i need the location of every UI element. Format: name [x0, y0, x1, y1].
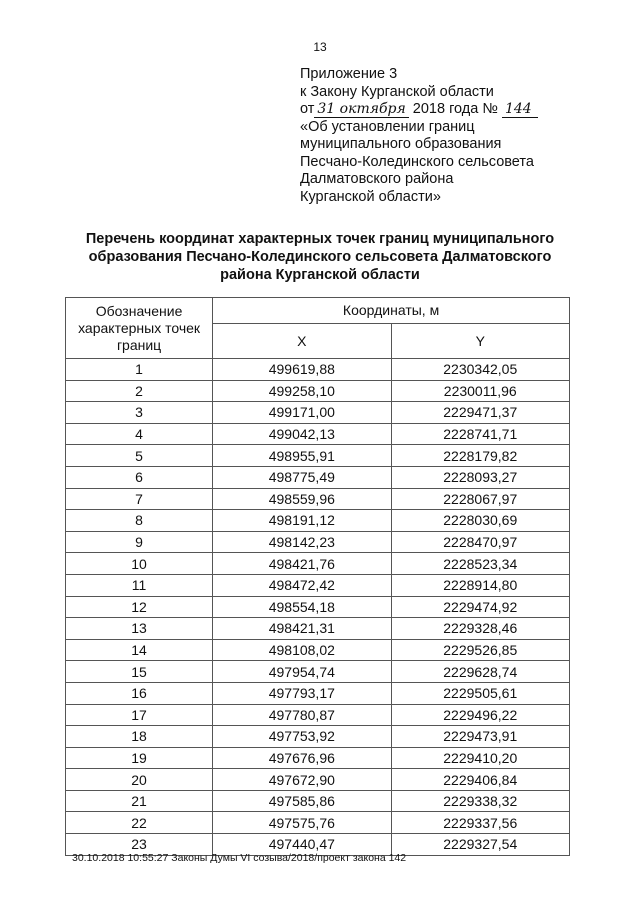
- y-coordinate-cell: 2229471,37: [391, 402, 570, 424]
- law-title-line-3: Песчано-Колединского сельсовета: [300, 153, 534, 170]
- y-coordinate-cell: 2229410,20: [391, 747, 570, 769]
- year-text: 2018 года №: [412, 101, 498, 117]
- point-number-cell: 7: [66, 488, 213, 510]
- table-row: [66, 402, 570, 424]
- table-row: [66, 380, 570, 402]
- x-coordinate-cell: 498142,23: [213, 531, 391, 553]
- point-number-cell: 9: [66, 531, 213, 553]
- table-row: [66, 618, 570, 640]
- point-number-cell: 12: [66, 596, 213, 618]
- page-number: 13: [313, 40, 327, 54]
- table-body: [66, 359, 570, 856]
- y-coordinate-cell: 2229628,74: [391, 661, 570, 683]
- y-coordinate-cell: 2229526,85: [391, 639, 570, 661]
- y-coordinate-cell: 2230342,05: [391, 359, 570, 381]
- y-coordinate-cell: 2229338,32: [391, 790, 570, 812]
- x-coordinate-cell: 497676,96: [213, 747, 391, 769]
- x-coordinate-cell: 499171,00: [213, 402, 391, 424]
- table-row: [66, 359, 570, 381]
- x-coordinate-cell: 497780,87: [213, 704, 391, 726]
- footer-stamp: 30.10.2018 10:55:27 Законы Думы VI созыва/2018/проект закона 142: [72, 852, 407, 864]
- point-number-cell: 16: [66, 682, 213, 704]
- table-row: [66, 726, 570, 748]
- y-coordinate-cell: 2229406,84: [391, 769, 570, 791]
- point-number-cell: 15: [66, 661, 213, 683]
- law-title-line-4: Далматовского района: [300, 171, 454, 187]
- point-number-cell: 21: [66, 790, 213, 812]
- x-coordinate-cell: 497575,76: [213, 812, 391, 834]
- table-row: [66, 596, 570, 618]
- point-number-cell: 1: [66, 359, 213, 381]
- table-row: [66, 510, 570, 532]
- x-coordinate-cell: 497440,47: [213, 834, 391, 856]
- table-row: [66, 531, 570, 553]
- date-prefix: от: [300, 101, 315, 117]
- heading-line-2: образования Песчано-Колединского сельсовета Далматовского: [88, 249, 552, 265]
- y-coordinate-cell: 2228030,69: [391, 510, 570, 532]
- table-row: [66, 423, 570, 445]
- y-coordinate-cell: 2228470,97: [391, 531, 570, 553]
- appendix-block: [300, 66, 538, 206]
- x-coordinate-cell: 498955,91: [213, 445, 391, 467]
- appendix-law-ref: к Закону Курганской области: [300, 83, 494, 100]
- handwritten-law-number: 144: [502, 102, 538, 118]
- header-coordinates: Координаты, м: [213, 298, 570, 324]
- x-coordinate-cell: 497753,92: [213, 726, 391, 748]
- x-coordinate-cell: 499258,10: [213, 380, 391, 402]
- table-row: [66, 553, 570, 575]
- point-number-cell: 23: [66, 834, 213, 856]
- x-coordinate-cell: 499042,13: [213, 423, 391, 445]
- point-number-cell: 2: [66, 380, 213, 402]
- document-heading: [60, 230, 580, 284]
- point-number-cell: 14: [66, 639, 213, 661]
- law-title-line-2: муниципального образования: [300, 136, 502, 152]
- y-coordinate-cell: 2228741,71: [391, 423, 570, 445]
- header-y: Y: [391, 324, 570, 359]
- point-number-cell: 17: [66, 704, 213, 726]
- x-coordinate-cell: 498472,42: [213, 574, 391, 596]
- heading-line-3: района Курганской области: [220, 267, 420, 283]
- header-designation-line-2: характерных точек: [78, 319, 201, 336]
- table-row: [66, 747, 570, 769]
- point-number-cell: 19: [66, 747, 213, 769]
- point-number-cell: 18: [66, 726, 213, 748]
- header-x: X: [213, 324, 391, 359]
- table-row: [66, 639, 570, 661]
- x-coordinate-cell: 498775,49: [213, 466, 391, 488]
- y-coordinate-cell: 2228093,27: [391, 466, 570, 488]
- x-coordinate-cell: 498559,96: [213, 488, 391, 510]
- y-coordinate-cell: 2229337,56: [391, 812, 570, 834]
- handwritten-date: 31 октября: [314, 102, 408, 118]
- x-coordinate-cell: 499619,88: [213, 359, 391, 381]
- x-coordinate-cell: 498108,02: [213, 639, 391, 661]
- header-designation-line-3: границ: [116, 336, 162, 353]
- y-coordinate-cell: 2230011,96: [391, 380, 570, 402]
- header-designation-line-1: Обозначение: [95, 302, 183, 319]
- table-row: [66, 812, 570, 834]
- x-coordinate-cell: 498554,18: [213, 596, 391, 618]
- x-coordinate-cell: 497672,90: [213, 769, 391, 791]
- header-designation: [66, 298, 213, 359]
- point-number-cell: 11: [66, 574, 213, 596]
- point-number-cell: 8: [66, 510, 213, 532]
- y-coordinate-cell: 2228523,34: [391, 553, 570, 575]
- point-number-cell: 13: [66, 618, 213, 640]
- coordinates-table: [65, 297, 570, 856]
- y-coordinate-cell: 2229505,61: [391, 682, 570, 704]
- table-row: [66, 445, 570, 467]
- table-row: [66, 574, 570, 596]
- table-row: [66, 769, 570, 791]
- y-coordinate-cell: 2229328,46: [391, 618, 570, 640]
- point-number-cell: 22: [66, 812, 213, 834]
- appendix-title: Приложение 3: [300, 66, 398, 82]
- point-number-cell: 6: [66, 466, 213, 488]
- y-coordinate-cell: 2228067,97: [391, 488, 570, 510]
- appendix-date-line: [300, 101, 538, 119]
- table-row: [66, 466, 570, 488]
- table-row: [66, 704, 570, 726]
- point-number-cell: 4: [66, 423, 213, 445]
- y-coordinate-cell: 2229327,54: [391, 834, 570, 856]
- heading-line-1: Перечень координат характерных точек границ муниципального: [85, 231, 555, 247]
- point-number-cell: 20: [66, 769, 213, 791]
- law-title-line-5: Курганской области»: [300, 188, 441, 205]
- point-number-cell: 3: [66, 402, 213, 424]
- table-row: [66, 661, 570, 683]
- y-coordinate-cell: 2228914,80: [391, 574, 570, 596]
- x-coordinate-cell: 497585,86: [213, 790, 391, 812]
- point-number-cell: 5: [66, 445, 213, 467]
- y-coordinate-cell: 2229473,91: [391, 726, 570, 748]
- law-title-line-1: «Об установлении границ: [300, 118, 475, 135]
- x-coordinate-cell: 498421,76: [213, 553, 391, 575]
- x-coordinate-cell: 497793,17: [213, 682, 391, 704]
- y-coordinate-cell: 2228179,82: [391, 445, 570, 467]
- y-coordinate-cell: 2229496,22: [391, 704, 570, 726]
- table-row: [66, 682, 570, 704]
- x-coordinate-cell: 498191,12: [213, 510, 391, 532]
- table-row: [66, 488, 570, 510]
- table-row: [66, 790, 570, 812]
- x-coordinate-cell: 497954,74: [213, 661, 391, 683]
- point-number-cell: 10: [66, 553, 213, 575]
- y-coordinate-cell: 2229474,92: [391, 596, 570, 618]
- x-coordinate-cell: 498421,31: [213, 618, 391, 640]
